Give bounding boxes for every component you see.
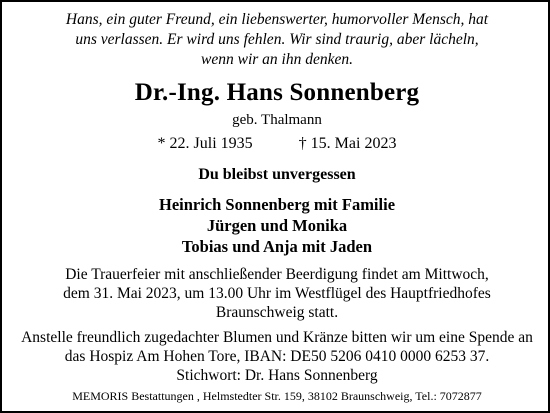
funeral-home-footer: MEMORIS Bestattungen , Helmstedter Str. 159, 38102 Braunschweig, Tel.: 7072877 (72, 389, 482, 403)
deceased-name: Dr.-Ing. Hans Sonnenberg (134, 79, 420, 106)
death-date: † 15. Mai 2023 (298, 135, 397, 152)
birth-name: geb. Thalmann (232, 112, 322, 128)
obituary-content (4, 2, 550, 411)
quote-line-2: uns verlassen. Er wird uns fehlen. Wir sind traurig, aber lächeln, (75, 31, 479, 48)
donation-line-2: das Hospiz Am Hohen Tore, IBAN: DE50 5206 0410 0000 6253 37. (64, 348, 490, 365)
quote-line-1: Hans, ein guter Freund, ein liebenswerter, humorvoller Mensch, hat (65, 11, 489, 28)
funeral-line-2: dem 31. Mai 2023, um 13.00 Uhr im Westflügel des Hauptfriedhofes (63, 285, 491, 302)
mourner-1: Heinrich Sonnenberg mit Familie (158, 195, 396, 214)
donation-line-3: Stichwort: Dr. Hans Sonnenberg (176, 367, 378, 384)
mourner-3: Tobias und Anja mit Jaden (181, 237, 373, 256)
life-dates (4, 135, 550, 153)
funeral-line-1: Die Trauerfeier mit anschließender Beerdigung findet am Mittwoch, (65, 266, 489, 283)
quote-line-3: wenn wir an ihn denken. (201, 51, 353, 68)
donation-line-1: Anstelle freundlich zugedachter Blumen und Kränze bitten wir um eine Spende an (21, 329, 533, 346)
subheading: Du bleibst unvergessen (198, 166, 356, 183)
birth-date: * 22. Juli 1935 (157, 135, 253, 152)
funeral-line-3: Braunschweig statt. (215, 304, 339, 321)
mourner-2: Jürgen und Monika (206, 216, 348, 235)
